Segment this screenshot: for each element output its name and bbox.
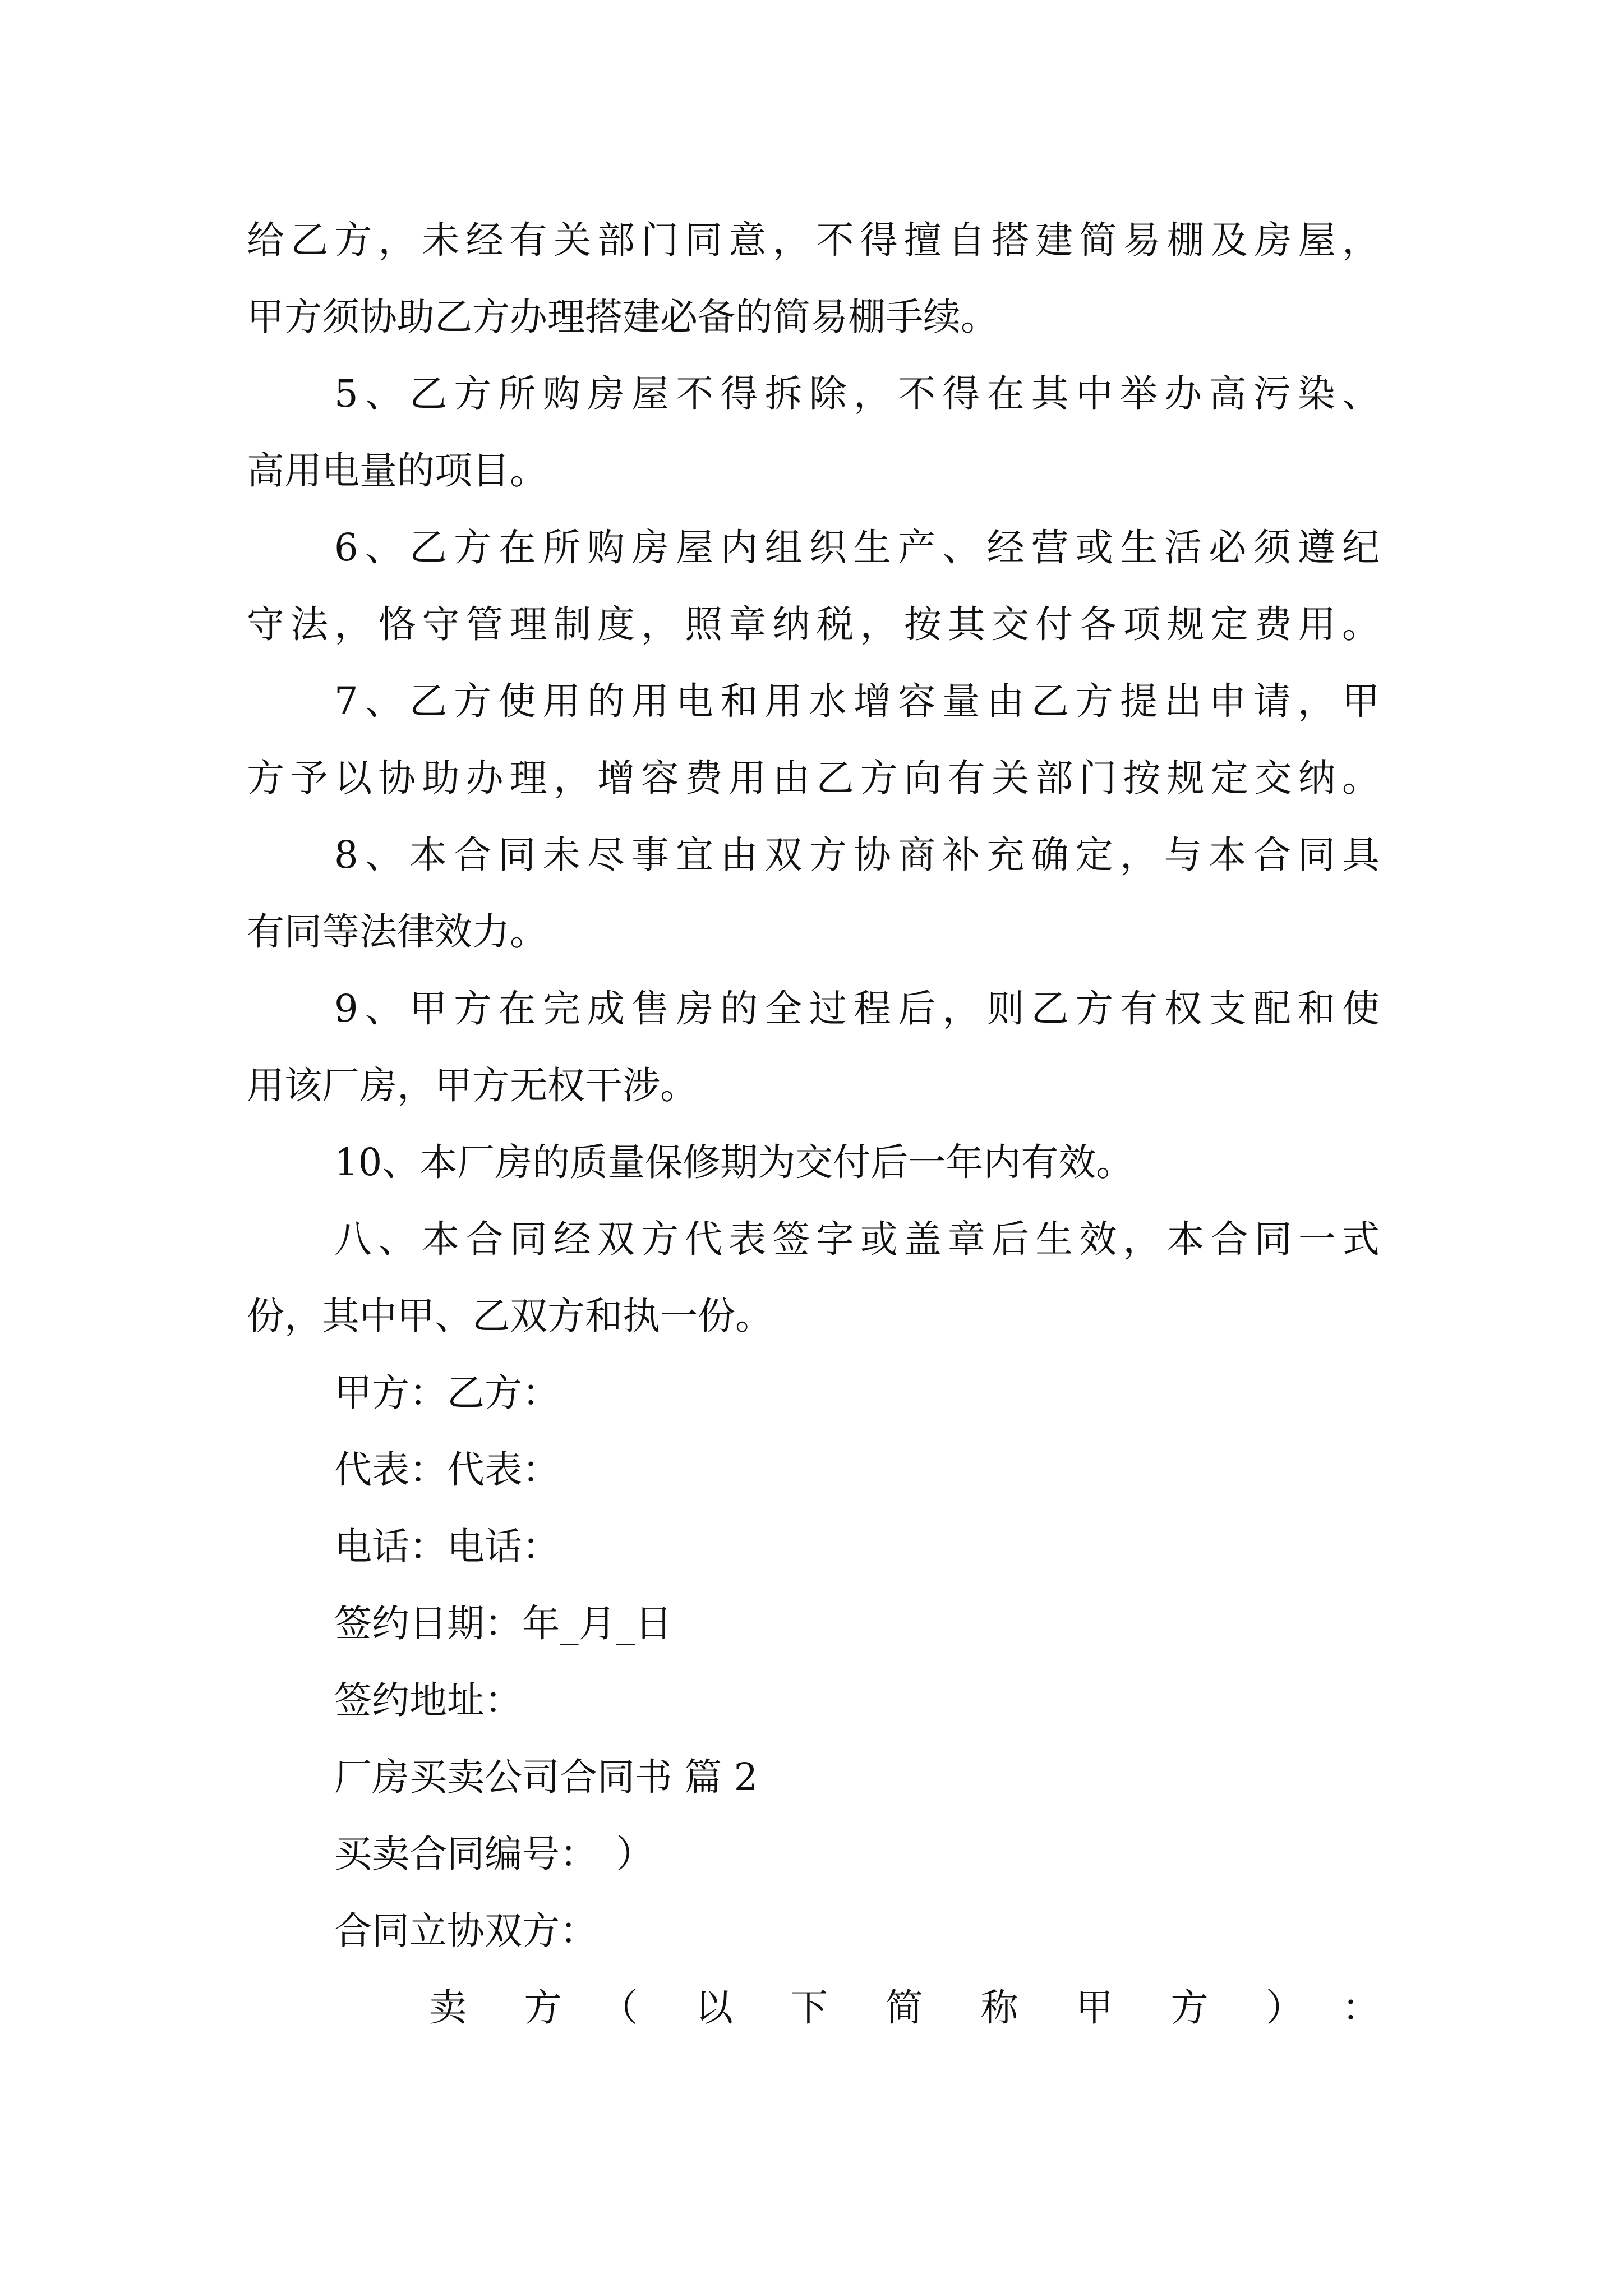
text-line: 用该厂房，甲方无权干涉。 bbox=[247, 1064, 698, 1107]
clause-10: 10、本厂房的质量保修期为交付后一年内有效。 bbox=[334, 1140, 1134, 1184]
section-8: 八、本合同经双方代表签字或盖章后生效，本合同一式 bbox=[334, 1217, 1380, 1261]
text-line: 份，其中甲、乙双方和执一份。 bbox=[247, 1294, 773, 1338]
document-body bbox=[247, 202, 1380, 2046]
text-line: 方予以协助办理，增容费用由乙方向有关部门按规定交纳。 bbox=[247, 756, 1380, 800]
clause-7: 7、乙方使用的用电和用水增容量由乙方提出申请，甲 bbox=[334, 679, 1380, 723]
text-line: 给乙方，未经有关部门同意，不得擅自搭建简易棚及房屋， bbox=[247, 218, 1380, 262]
text-line: 守法，恪守管理制度，照章纳税，按其交付各项规定费用。 bbox=[247, 602, 1380, 646]
signing-date-field: 签约日期：年_月_日 bbox=[334, 1602, 672, 1645]
text-line: 甲方须协助乙方办理搭建必备的简易棚手续。 bbox=[247, 295, 998, 339]
clause-9: 9、甲方在完成售房的全过程后，则乙方有权支配和使 bbox=[334, 987, 1380, 1030]
text-line: 有同等法律效力。 bbox=[247, 910, 547, 954]
clause-6: 6、乙方在所购房屋内组织生产、经营或生活必须遵纪 bbox=[334, 526, 1380, 569]
parties-heading: 合同立协双方： bbox=[334, 1909, 597, 1953]
clause-8: 8、本合同未尽事宜由双方协商补充确定，与本合同具 bbox=[334, 833, 1380, 877]
signing-address-field: 签约地址： bbox=[334, 1678, 522, 1722]
section-heading: 厂房买卖公司合同书 篇 2 bbox=[334, 1755, 758, 1799]
text-line: 高用电量的项目。 bbox=[247, 449, 547, 493]
phone-field: 电话：电话： bbox=[334, 1525, 560, 1568]
contract-number-field: 买卖合同编号： ） bbox=[334, 1832, 654, 1876]
clause-5: 5、乙方所购房屋不得拆除，不得在其中举办高污染、 bbox=[334, 372, 1380, 416]
seller-field: 卖 方 （ 以 下 简 称 甲 方 ） ： bbox=[429, 1986, 1380, 2030]
representative-field: 代表：代表： bbox=[334, 1448, 560, 1492]
party-a-b-field: 甲方：乙方： bbox=[334, 1371, 560, 1415]
